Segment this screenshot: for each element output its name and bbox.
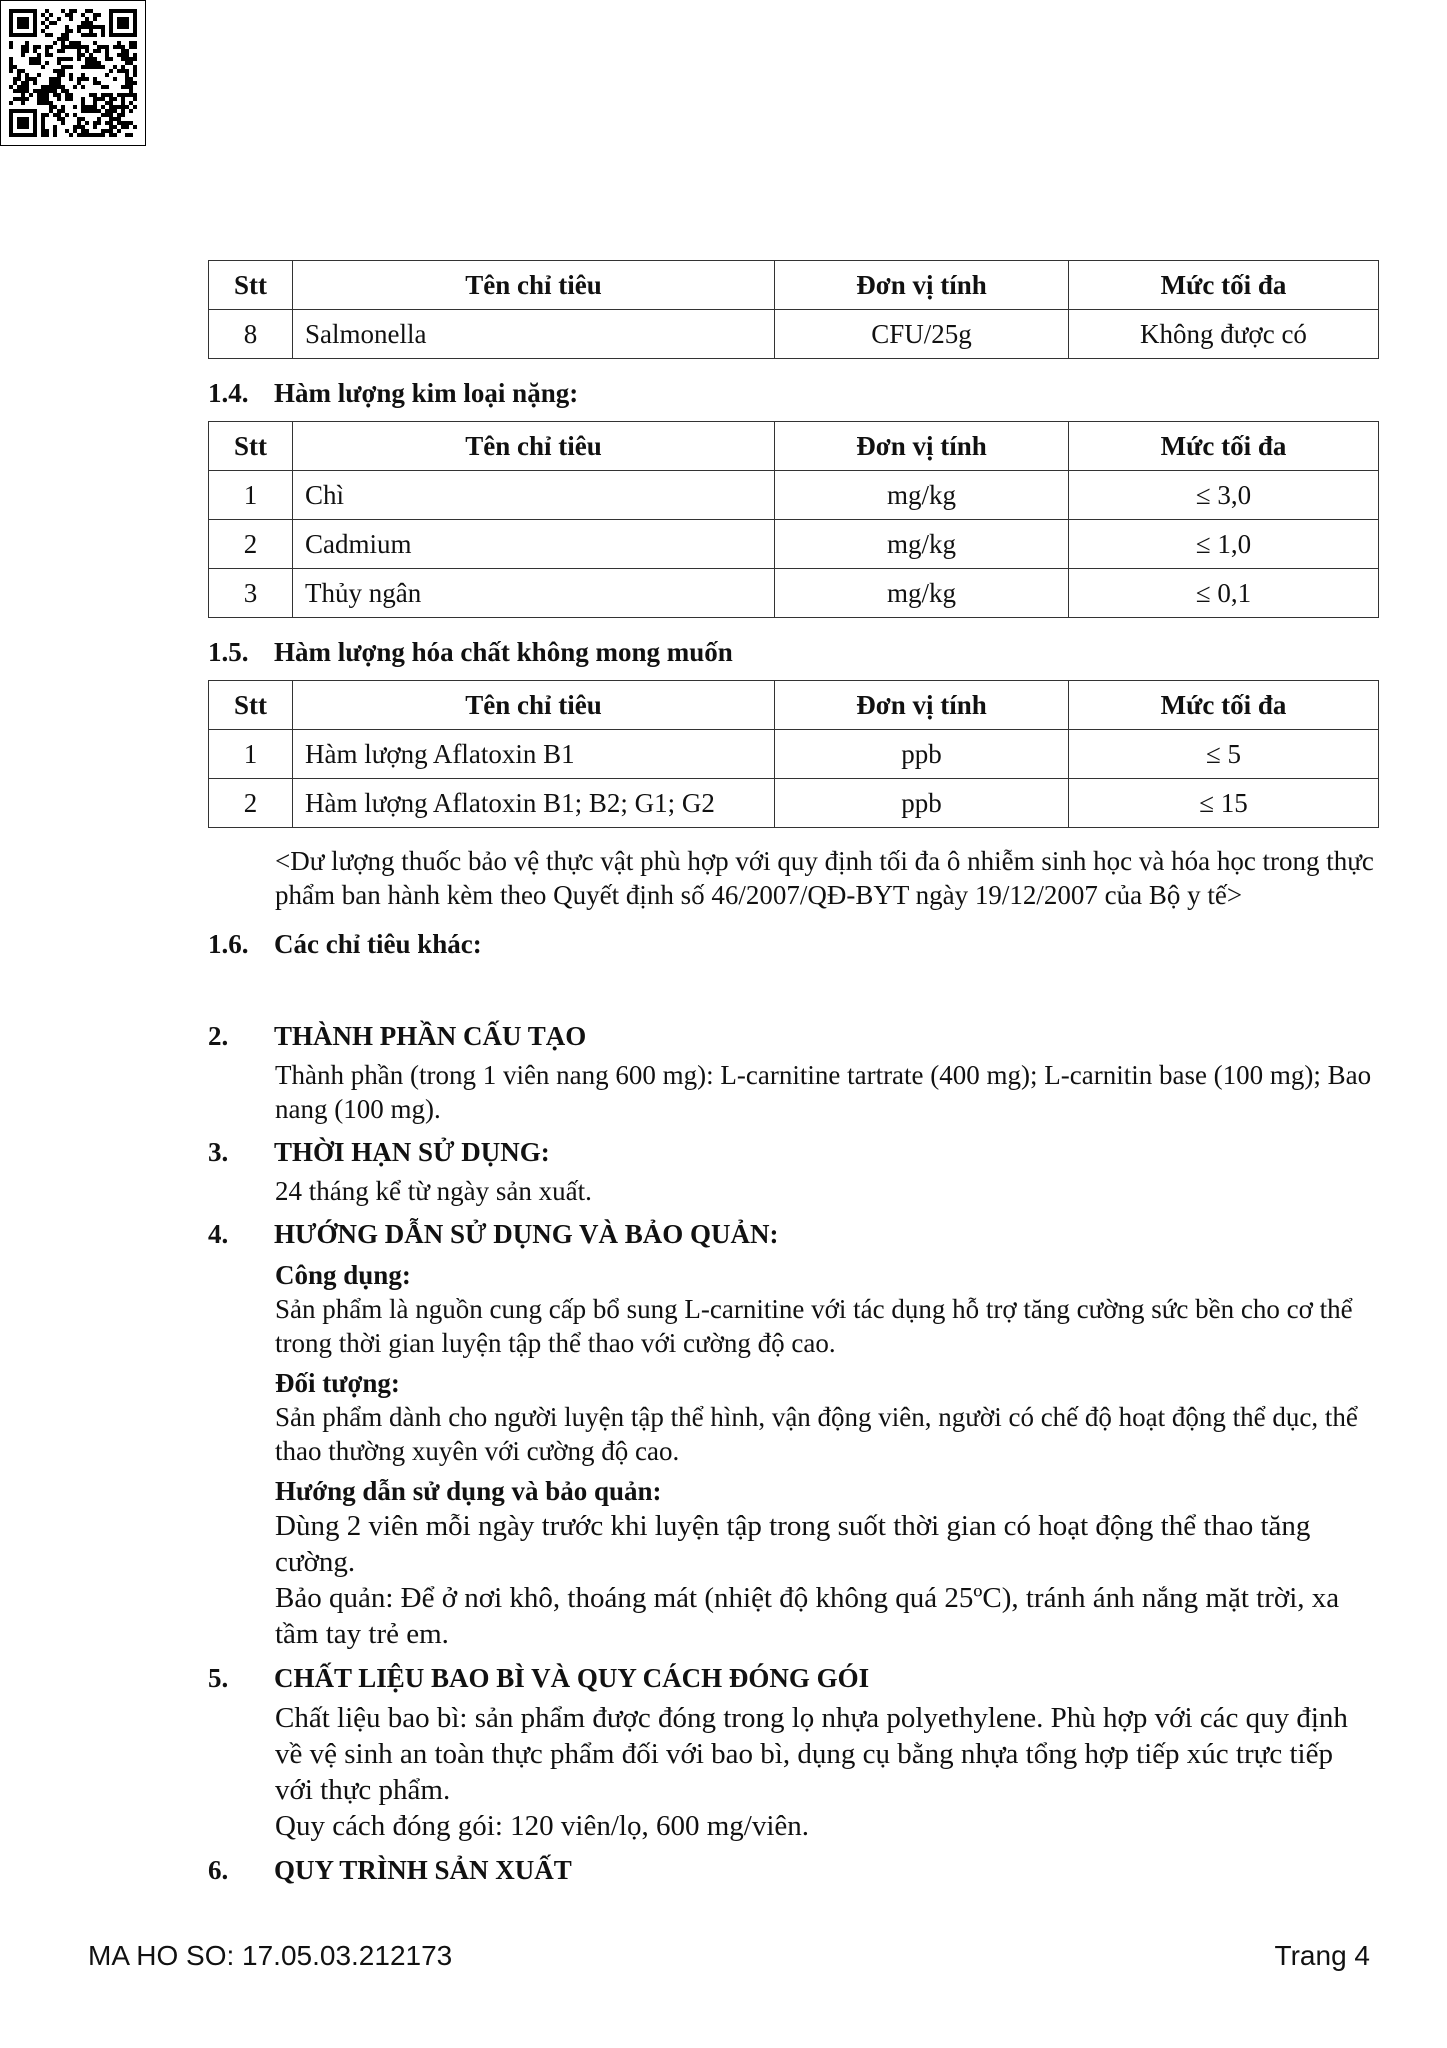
use-label: Công dụng: xyxy=(275,1260,411,1290)
table-header-row xyxy=(209,422,1379,471)
header-name: Tên chỉ tiêu xyxy=(293,261,775,310)
target-label: Đối tượng: xyxy=(275,1368,400,1398)
cell-unit: ppb xyxy=(775,730,1069,779)
section-number: 6. xyxy=(208,1855,229,1885)
section-title: CHẤT LIỆU BAO BÌ VÀ QUY CÁCH ĐÓNG GÓI xyxy=(274,1663,870,1693)
section-1-6-heading xyxy=(208,928,1378,960)
dossier-code: MA HO SO: 17.05.03.212173 xyxy=(88,1940,453,1971)
header-max: Mức tối đa xyxy=(1069,261,1379,310)
composition-text: Thành phần (trong 1 viên nang 600 mg): L-carnitine tartrate (400 mg); L-carnitin base (100 mg); Bao nang (100 mg). xyxy=(275,1060,1372,1124)
header-unit: Đơn vị tính xyxy=(775,422,1069,471)
cell-unit: mg/kg xyxy=(775,520,1069,569)
shelf-life-text: 24 tháng kể từ ngày sản xuất. xyxy=(275,1176,592,1206)
cell-max: ≤ 5 xyxy=(1069,730,1379,779)
header-unit: Đơn vị tính xyxy=(775,261,1069,310)
section-2 xyxy=(208,1018,1378,1126)
section-4 xyxy=(208,1216,1378,1652)
guide-text: Dùng 2 viên mỗi ngày trước khi luyện tập trong suốt thời gian có hoạt động thể thao tăng cường. xyxy=(275,1510,1311,1578)
table-row xyxy=(209,779,1379,828)
heavy-metals-table xyxy=(208,421,1379,618)
packaging-material-text: Chất liệu bao bì: sản phẩm được đóng trong lọ nhựa polyethylene. Phù hợp với các quy định về vệ sinh an toàn thực phẩm đối với bao bì, dụng cụ bằng nhựa tổng hợp tiếp xúc trực tiếp với thực phẩm. xyxy=(275,1702,1348,1806)
section-5 xyxy=(208,1660,1378,1844)
section-number: 5. xyxy=(208,1663,229,1693)
cell-max: ≤ 15 xyxy=(1069,779,1379,828)
section-heading xyxy=(208,1660,1378,1696)
section-heading xyxy=(208,1852,1378,1888)
section-number: 3. xyxy=(208,1137,229,1167)
cell-max: ≤ 0,1 xyxy=(1069,569,1379,618)
cell-max: ≤ 1,0 xyxy=(1069,520,1379,569)
header-max: Mức tối đa xyxy=(1069,422,1379,471)
section-1-5-heading xyxy=(208,636,1378,668)
cell-name: Chì xyxy=(293,471,775,520)
table-header-row xyxy=(209,261,1379,310)
cell-name: Salmonella xyxy=(293,310,775,359)
section-heading xyxy=(208,1134,1378,1170)
header-max: Mức tối đa xyxy=(1069,681,1379,730)
cell-unit: mg/kg xyxy=(775,569,1069,618)
use-text: Sản phẩm là nguồn cung cấp bổ sung L-carnitine với tác dụng hỗ trợ tăng cường sức bền cho cơ thể trong thời gian luyện tập thể thao với cường độ cao. xyxy=(275,1294,1353,1358)
table-row xyxy=(209,310,1379,359)
cell-max: Không được có xyxy=(1069,310,1379,359)
document-body xyxy=(208,260,1378,1888)
cell-max: ≤ 3,0 xyxy=(1069,471,1379,520)
header-name: Tên chỉ tiêu xyxy=(293,681,775,730)
table-row xyxy=(209,569,1379,618)
cell-stt: 1 xyxy=(209,471,293,520)
table-row xyxy=(209,730,1379,779)
cell-name: Thủy ngân xyxy=(293,569,775,618)
section-heading xyxy=(208,1216,1378,1252)
section-number: 1.5. xyxy=(208,637,249,667)
section-3 xyxy=(208,1134,1378,1208)
cell-stt: 1 xyxy=(209,730,293,779)
microbiology-table xyxy=(208,260,1379,359)
cell-unit: ppb xyxy=(775,779,1069,828)
section-number: 1.6. xyxy=(208,929,249,959)
cell-stt: 2 xyxy=(209,520,293,569)
section-title: Các chỉ tiêu khác: xyxy=(274,929,482,959)
chemicals-table xyxy=(208,680,1379,828)
cell-name: Hàm lượng Aflatoxin B1 xyxy=(293,730,775,779)
cell-stt: 3 xyxy=(209,569,293,618)
cell-name: Hàm lượng Aflatoxin B1; B2; G1; G2 xyxy=(293,779,775,828)
cell-unit: mg/kg xyxy=(775,471,1069,520)
table-row xyxy=(209,520,1379,569)
section-number: 1.4. xyxy=(208,378,249,408)
cell-unit: CFU/25g xyxy=(775,310,1069,359)
header-unit: Đơn vị tính xyxy=(775,681,1069,730)
section-title: THỜI HẠN SỬ DỤNG: xyxy=(274,1137,550,1167)
table-header-row xyxy=(209,681,1379,730)
storage-text: Bảo quản: Để ở nơi khô, thoáng mát (nhiệt độ không quá 25ºC), tránh ánh nắng mặt trời, xa tầm tay trẻ em. xyxy=(275,1582,1340,1650)
page-footer xyxy=(88,1940,1370,1972)
qr-code xyxy=(0,0,146,146)
section-title: HƯỚNG DẪN SỬ DỤNG VÀ BẢO QUẢN: xyxy=(274,1219,779,1249)
cell-stt: 8 xyxy=(209,310,293,359)
cell-name: Cadmium xyxy=(293,520,775,569)
page-number: Trang 4 xyxy=(1274,1940,1370,1971)
section-heading xyxy=(208,1018,1378,1054)
section-title: Hàm lượng kim loại nặng: xyxy=(274,378,579,408)
target-text: Sản phẩm dành cho người luyện tập thể hình, vận động viên, người có chế độ hoạt động thể dục, thể thao thường xuyên với cường độ cao. xyxy=(275,1402,1358,1466)
section-title: Hàm lượng hóa chất không mong muốn xyxy=(274,637,733,667)
section-number: 4. xyxy=(208,1219,229,1249)
header-name: Tên chỉ tiêu xyxy=(293,422,775,471)
packing-spec-text: Quy cách đóng gói: 120 viên/lọ, 600 mg/viên. xyxy=(275,1810,810,1842)
section-title: QUY TRÌNH SẢN XUẤT xyxy=(274,1855,572,1885)
section-title: THÀNH PHẦN CẤU TẠO xyxy=(274,1021,587,1051)
table-row xyxy=(209,471,1379,520)
section-6 xyxy=(208,1852,1378,1888)
header-stt: Stt xyxy=(209,422,293,471)
section-number: 2. xyxy=(208,1021,229,1051)
header-stt: Stt xyxy=(209,261,293,310)
header-stt: Stt xyxy=(209,681,293,730)
qr-code-pattern xyxy=(9,9,137,137)
guide-label: Hướng dẫn sử dụng và bảo quản: xyxy=(275,1476,662,1506)
cell-stt: 2 xyxy=(209,779,293,828)
pesticide-note: <Dư lượng thuốc bảo vệ thực vật phù hợp với quy định tối đa ô nhiễm sinh học và hóa học trong thực phẩm ban hành kèm theo Quyết định số 46/2007/QĐ-BYT ngày 19/12/2007 của Bộ y tế> xyxy=(275,846,1374,910)
section-1-4-heading xyxy=(208,377,1378,409)
